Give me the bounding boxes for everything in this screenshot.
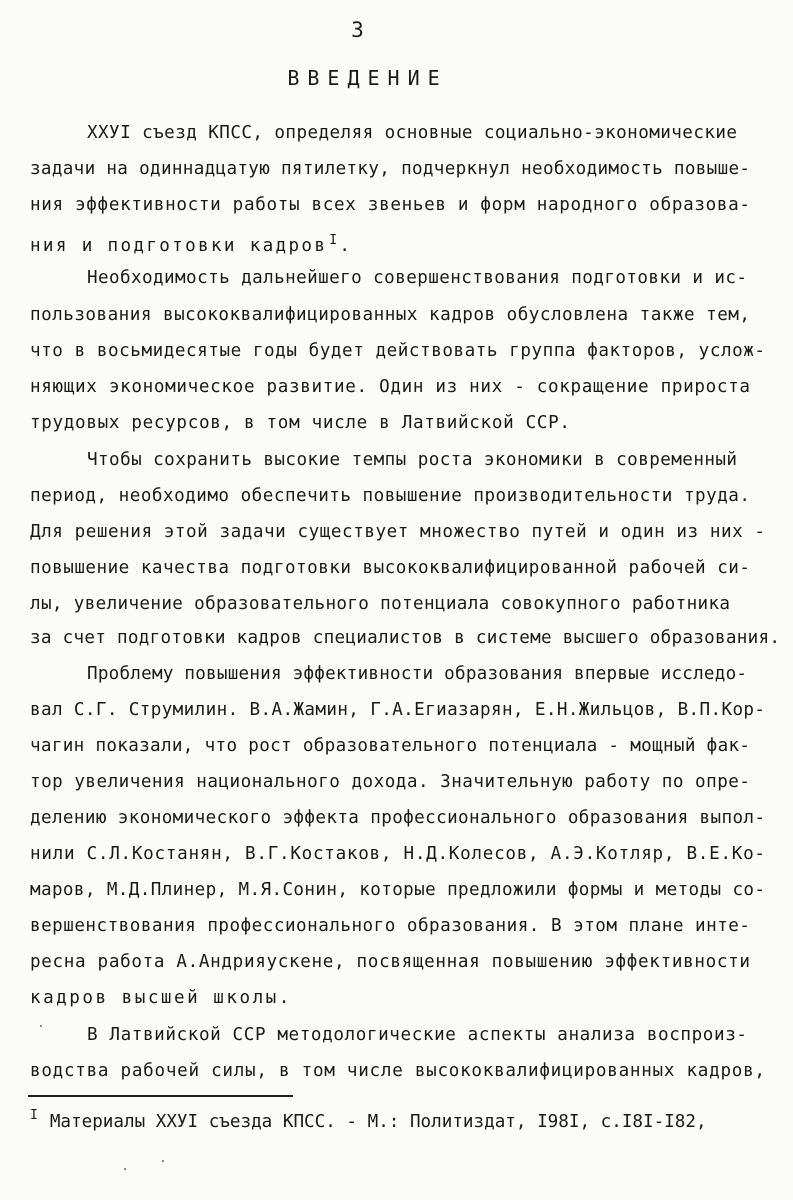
text-line: тор увеличения национального дохода. Значительную работу по опре- xyxy=(30,772,751,792)
text-line-with-ref xyxy=(30,224,353,258)
footnote-reference: I xyxy=(329,233,340,248)
text-line: задачи на одиннадцатую пятилетку, подчеркнул необходимость повыше- xyxy=(30,159,751,179)
text-line: повышение качества подготовки высококвалифицированной рабочей си- xyxy=(30,558,751,578)
text-line: ния и подготовки кадров xyxy=(30,236,328,256)
text-line: Проблему повышения эффективности образования впервые исследо- xyxy=(87,664,748,684)
text-line-tail: . xyxy=(339,236,353,256)
text-line: маров, М.Д.Плинер, М.Я.Сонин, которые предложили формы и методы со- xyxy=(30,880,766,900)
text-line: вершенствования профессионального образования. В этом плане инте- xyxy=(30,916,751,936)
text-line: ХХУI съезд КПСС, определяя основные социально-экономические xyxy=(87,123,738,143)
footnote-marker: I xyxy=(30,1108,38,1123)
text-line: Необходимость дальнейшего совершенствования подготовки и ис- xyxy=(87,268,748,288)
text-line: делению экономического эффекта профессионального образования выпол- xyxy=(30,808,766,828)
text-line: Чтобы сохранить высокие темпы роста экономики в современный xyxy=(87,450,738,470)
text-line: что в восьмидесятые годы будет действовать группа факторов, услож- xyxy=(30,341,766,361)
footnote-separator xyxy=(28,1095,293,1097)
text-line: период, необходимо обеспечить повышение производительности труда. xyxy=(30,486,751,506)
paper-speck xyxy=(40,1025,42,1027)
text-line: В Латвийской ССР методологические аспекты анализа воспроиз- xyxy=(87,1025,748,1045)
page-title: ВВЕДЕНИЕ xyxy=(287,66,448,90)
page-number: 3 xyxy=(351,18,364,42)
text-line: Для решения этой задачи существует множество путей и один из них - xyxy=(30,522,766,542)
text-line: пользования высококвалифицированных кадров обусловлена также тем, xyxy=(30,305,751,325)
text-line: водства рабочей силы, в том числе высококвалифицированных кадров, xyxy=(30,1061,766,1081)
footnote xyxy=(30,1108,707,1132)
footnote-text: Материалы ХХУI съезда КПСС. - М.: Политиздат, I98I, с.I8I-I82, xyxy=(49,1112,707,1132)
text-line: вал С.Г. Струмилин. В.А.Жамин, Г.А.Егиазарян, Е.Н.Жильцов, В.П.Кор- xyxy=(30,700,766,720)
paper-speck xyxy=(162,1160,164,1162)
text-line: лы, увеличение образовательного потенциала совокупного работника xyxy=(30,594,731,614)
text-line: чагин показали, что рост образовательного потенциала - мощный фак- xyxy=(30,736,751,756)
text-line: кадров высшей школы. xyxy=(30,988,292,1008)
text-line: за счет подготовки кадров специалистов в системе высшего образования. xyxy=(30,628,781,648)
text-line: ния эффективности работы всех звеньев и форм народного образова- xyxy=(30,195,751,215)
text-line: няющих экономическое развитие. Один из них - сокращение прироста xyxy=(30,377,751,397)
text-line: нили С.Л.Костанян, В.Г.Костаков, Н.Д.Колесов, А.Э.Котляр, В.Е.Ко- xyxy=(30,844,766,864)
paper-speck xyxy=(124,1168,126,1170)
text-line: ресна работа А.Андрияускене, посвященная повышению эффективности xyxy=(30,952,751,972)
text-line: трудовых ресурсов, в том числе в Латвийской ССР. xyxy=(30,413,571,433)
